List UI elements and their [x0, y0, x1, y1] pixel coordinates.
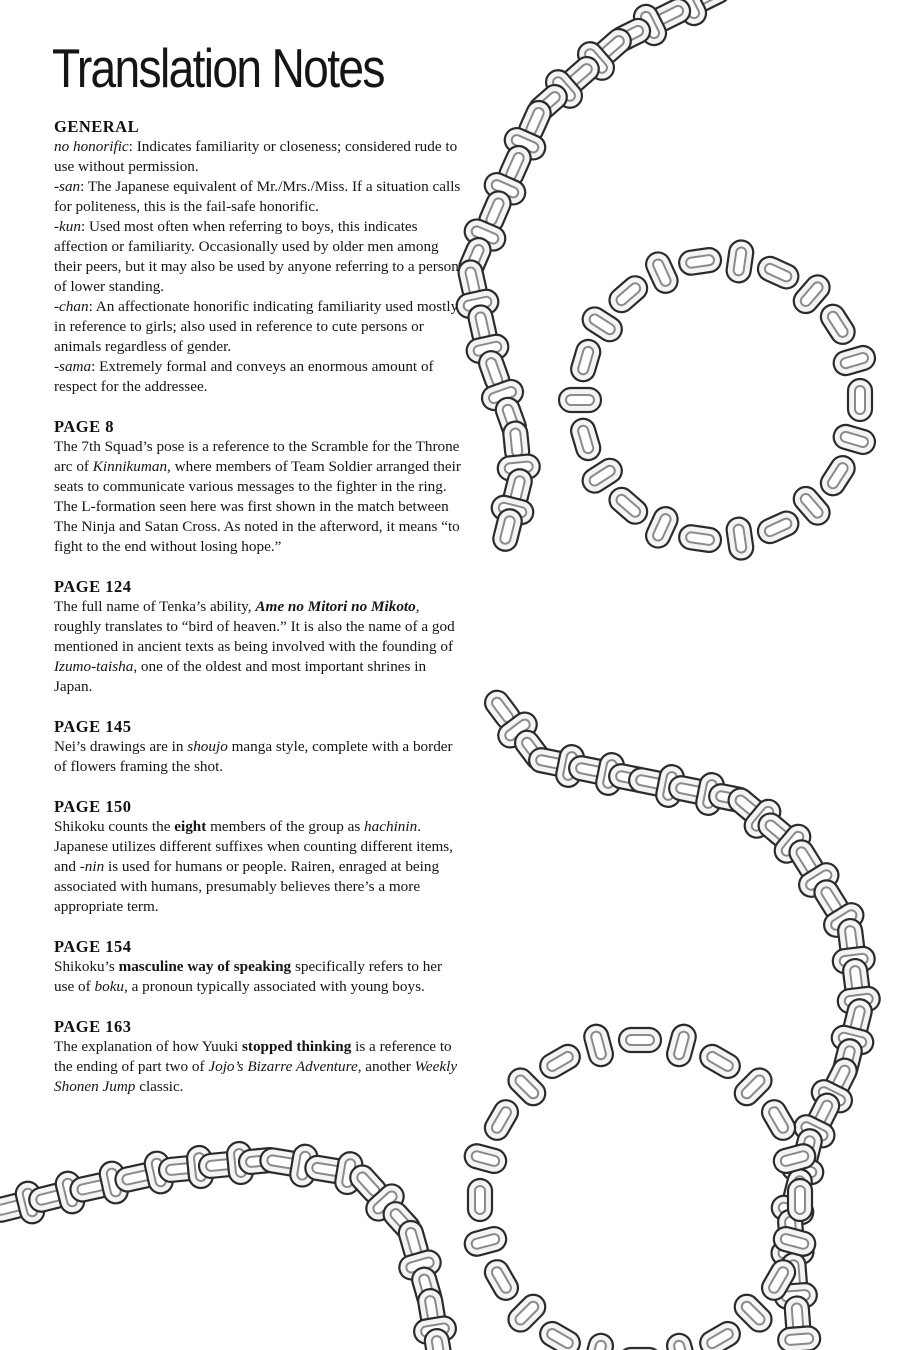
emphasized-text: masculine way of speaking: [118, 958, 292, 975]
note-text: manga style, complete with a border of flowers framing the shot.: [54, 738, 453, 775]
chain-link: [664, 1022, 698, 1069]
honorific-definition: : Indicates familiarity or closeness; considered rude to use without permission.: [54, 138, 458, 175]
chain-link: [725, 239, 755, 284]
emphasized-text: boku: [94, 978, 125, 995]
honorific-term: -kun: [54, 218, 81, 235]
section-heading: GENERAL: [54, 117, 140, 136]
section-heading: PAGE 154: [54, 937, 132, 956]
chain-link: [468, 1179, 492, 1221]
honorific-definition: : Extremely formal and conveys an enormous amount of respect for the addressee.: [54, 358, 434, 395]
chain-link: [536, 1041, 584, 1083]
section-body: [54, 817, 464, 917]
note-text: . Japanese utilizes different suffixes when counting different items, and: [54, 818, 453, 875]
chain-link: [725, 516, 755, 561]
emphasized-text: shoujo: [187, 738, 228, 755]
honorific-term: no honorific: [54, 138, 129, 155]
emphasized-text: Weekly Shonen Jump: [54, 1058, 458, 1095]
note-section: [54, 937, 464, 997]
note-text: The 7th Squad’s pose is a reference to the Scramble for the Throne arc of: [54, 438, 460, 475]
chain-link: [696, 1041, 744, 1083]
emphasized-text: -nin: [79, 858, 105, 875]
section-heading: PAGE 163: [54, 1017, 132, 1036]
note-text: Shikoku’s: [54, 958, 119, 975]
note-section: [54, 117, 464, 397]
chain-link: [481, 1096, 523, 1144]
emphasized-text: Kinnikuman: [92, 458, 168, 475]
chain-link: [754, 508, 802, 547]
honorific-definition: : The Japanese equivalent of Mr./Mrs./Miss. If a situation calls for politeness, this is the fail-safe honorific.: [54, 178, 461, 215]
chain-link: [777, 1326, 821, 1350]
note-text: , roughly translates to “bird of heaven.” It is also the name of a god mentioned in ancient texts as being involved with the founding of: [54, 598, 455, 655]
note-section: [54, 577, 464, 697]
note-text: Shikoku counts the: [54, 818, 175, 835]
note-text: , a pronoun typically associated with young boys.: [124, 978, 425, 995]
section-heading: PAGE 150: [54, 797, 132, 816]
note-text: , one of the oldest and most important shrines in Japan.: [54, 658, 427, 695]
chain-link: [605, 483, 652, 529]
section-body: [54, 437, 464, 557]
chain-link: [816, 452, 859, 500]
note-text: classic.: [135, 1078, 184, 1095]
honorific-definition: : An affectionate honorific indicating familiarity used mostly in reference to girls; also used in reference to cute persons or animals regardless of gender.: [54, 298, 459, 355]
honorific-entry: [54, 297, 464, 357]
page-title: Translation Notes: [52, 37, 384, 99]
chain-link: [568, 337, 603, 384]
note-text: The full name of Tenka’s ability,: [54, 598, 256, 615]
chain-link: [831, 343, 878, 378]
section-body: [54, 957, 464, 997]
honorific-definition: : Used most often when referring to boys, this indicates affection or familiarity. Occasionally used by older men among their peers, but it may also be used by anyone referring to a person of lower standing.: [54, 218, 459, 295]
emphasized-text: Ame no Mitori no Mikoto: [255, 598, 416, 615]
honorific-entry: [54, 357, 464, 397]
honorific-term: -sama: [54, 358, 92, 375]
note-text: specifically refers to her use of: [54, 958, 443, 995]
emphasized-text: Jojo’s Bizarre Adventure: [208, 1058, 358, 1075]
note-text: , where members of Team Soldier arranged their seats to communicate various messages to the fighter in the ring. The L-formation seen here was first shown in the match between The Ninja and Satan Cross. As noted in the afterword, it means “to fight to the end without losing hope.”: [54, 458, 461, 555]
section-heading: PAGE 8: [54, 417, 114, 436]
chain-link: [481, 1256, 523, 1304]
chain-link: [696, 1318, 744, 1350]
note-section: [54, 1017, 464, 1097]
section-body: [54, 597, 464, 697]
chain-link: [678, 247, 723, 277]
note-text: , another: [357, 1058, 415, 1075]
chain-link: [559, 388, 601, 412]
chain-link: [754, 253, 802, 292]
chain-link: [619, 1028, 661, 1052]
note-section: [54, 417, 464, 557]
note-text: is used for humans or people. Rairen, enraged at being associated with humans, presumably believes there’s a more appropriate term.: [54, 858, 440, 915]
chain-link: [758, 1096, 800, 1144]
note-section: [54, 717, 464, 777]
honorific-term: -chan: [54, 298, 89, 315]
note-text: members of the group as: [206, 818, 365, 835]
emphasized-text: hachinin: [364, 818, 418, 835]
honorific-entry: [54, 137, 464, 177]
chain-link: [788, 1179, 812, 1221]
notes-column: [54, 117, 464, 1117]
chain-link: [568, 416, 603, 463]
chain-link: [664, 1331, 698, 1350]
chain-link: [678, 524, 723, 554]
emphasized-text: eight: [174, 818, 207, 835]
section-body: [54, 137, 464, 397]
honorific-entry: [54, 177, 464, 217]
chain-link: [605, 271, 652, 317]
note-text: Nei’s drawings are in: [54, 738, 188, 755]
chain-link: [831, 422, 878, 457]
chain-link: [536, 1318, 584, 1350]
honorific-term: -san: [54, 178, 81, 195]
chain-link: [582, 1331, 616, 1350]
chain-link: [848, 379, 872, 421]
section-heading: PAGE 124: [54, 577, 132, 596]
chain-link: [462, 1142, 509, 1176]
chain-link: [582, 1022, 616, 1069]
section-body: [54, 737, 464, 777]
honorific-entry: [54, 217, 464, 297]
section-body: [54, 1037, 464, 1097]
section-heading: PAGE 145: [54, 717, 132, 736]
emphasized-text: Izumo-taisha: [54, 658, 134, 675]
note-text: is a reference to the ending of part two of: [54, 1038, 452, 1075]
chain-link: [462, 1224, 509, 1258]
note-section: [54, 797, 464, 917]
emphasized-text: stopped thinking: [241, 1038, 352, 1055]
note-text: The explanation of how Yuuki: [54, 1038, 242, 1055]
chain-link: [816, 300, 859, 348]
